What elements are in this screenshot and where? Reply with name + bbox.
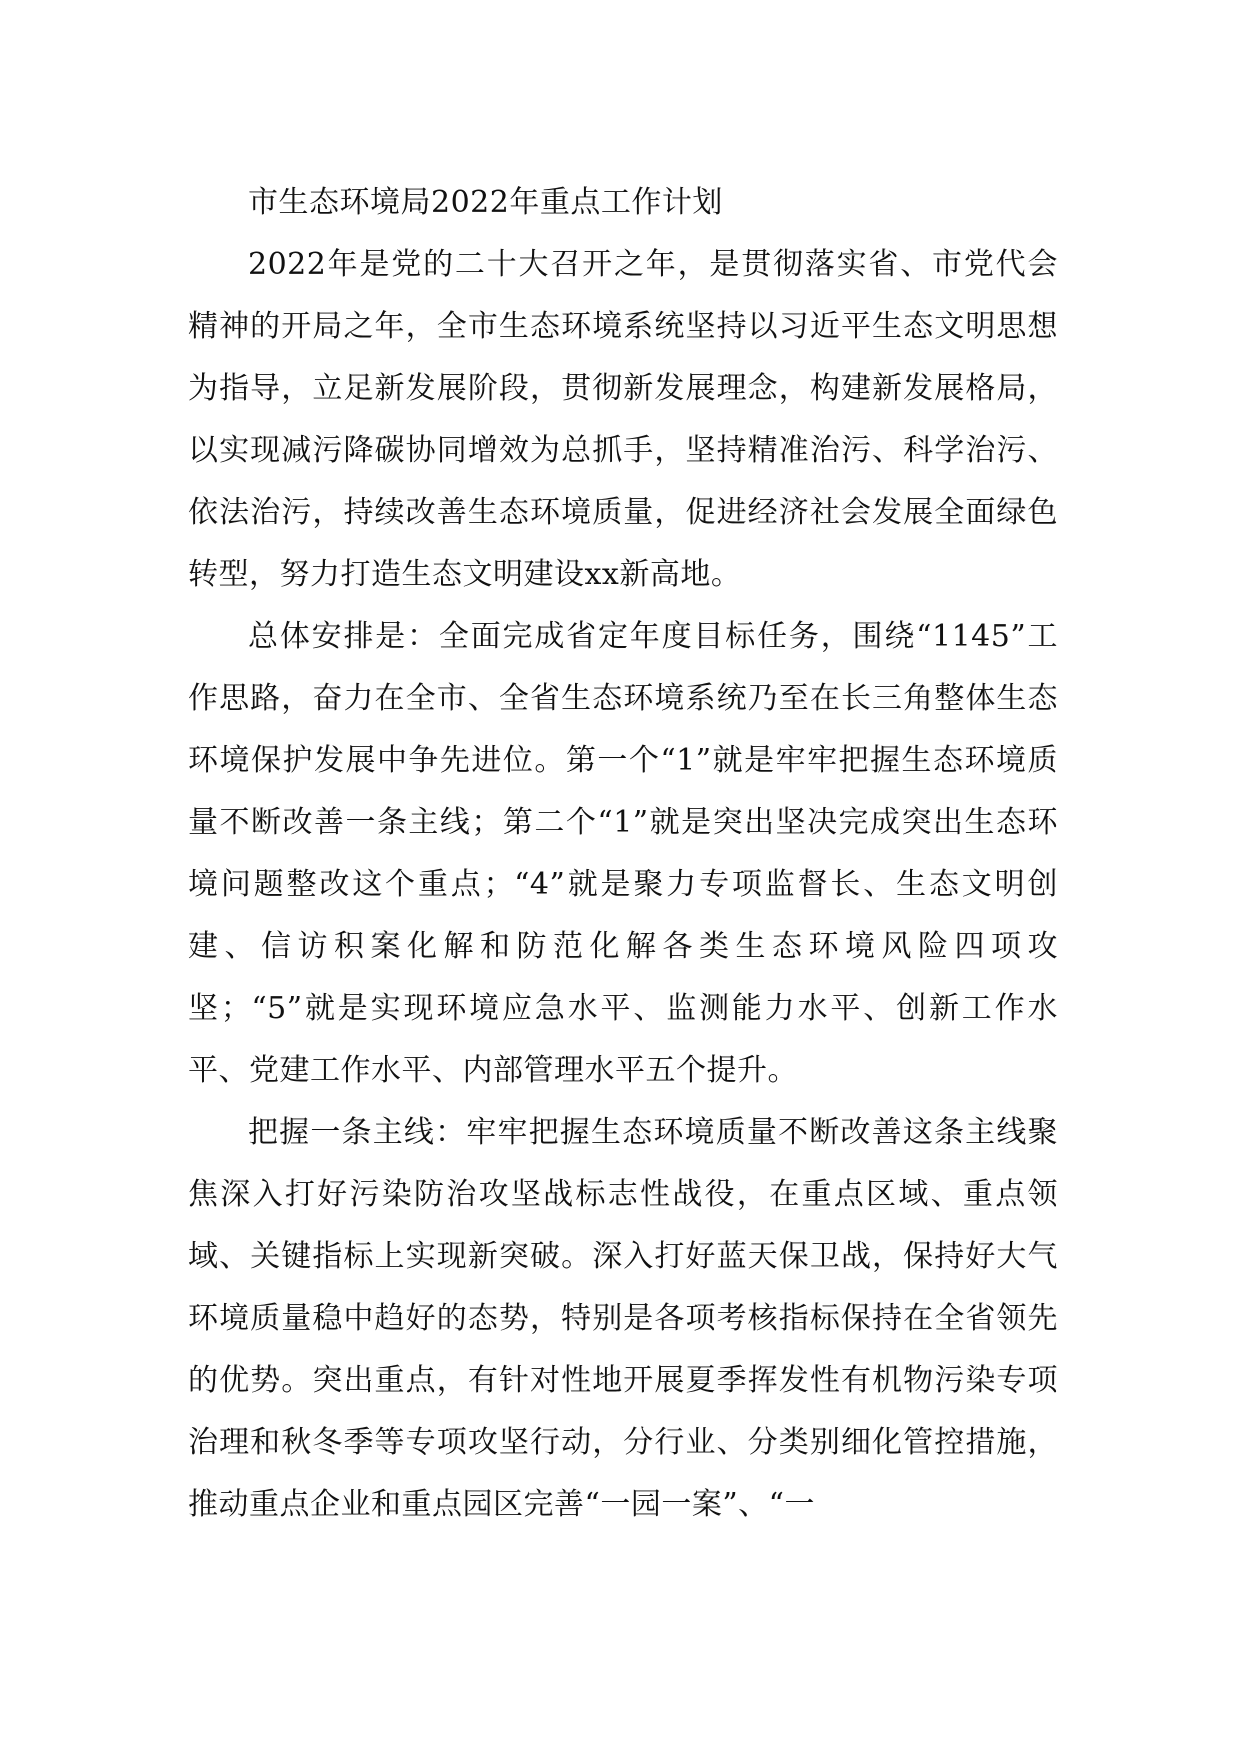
paragraph-intro: 2022年是党的二十大召开之年，是贯彻落实省、市党代会精神的开局之年，全市生态环境系统坚持以习近平生态文明思想为指导，立足新发展阶段，贯彻新发展理念，构建新发展格局，以实现减污降碳协同增效为总抓手，坚持精准治污、科学治污、依法治污，持续改善生态环境质量，促进经济社会发展全面绿色转型，努力打造生态文明建设xx新高地。 xyxy=(188,247,1058,592)
document-title: 市生态环境局2022年重点工作计划 xyxy=(248,185,723,220)
paragraph-overall-arrangement: 总体安排是：全面完成省定年度目标任务，围绕“1145”工作思路，奋力在全市、全省生态环境系统乃至在长三角整体生态环境保护发展中争先进位。第一个“1”就是牢牢把握生态环境质量不断改善一条主线；第二个“1”就是突出坚决完成突出生态环境问题整改这个重点；“4”就是聚力专项监督长、生态文明创建、信访积案化解和防范化解各类生态环境风险四项攻坚；“5”就是实现环境应急水平、监测能力水平、创新工作水平、党建工作水平、内部管理水平五个提升。 xyxy=(188,619,1058,1088)
document-body xyxy=(188,172,1058,1536)
paragraph-main-line: 把握一条主线：牢牢把握生态环境质量不断改善这条主线聚焦深入打好污染防治攻坚战标志性战役，在重点区域、重点领域、关键指标上实现新突破。深入打好蓝天保卫战，保持好大气环境质量稳中趋好的态势，特别是各项考核指标保持在全省领先的优势。突出重点，有针对性地开展夏季挥发性有机物污染专项治理和秋冬季等专项攻坚行动，分行业、分类别细化管控措施，推动重点企业和重点园区完善“一园一案”、“一 xyxy=(188,1115,1058,1522)
